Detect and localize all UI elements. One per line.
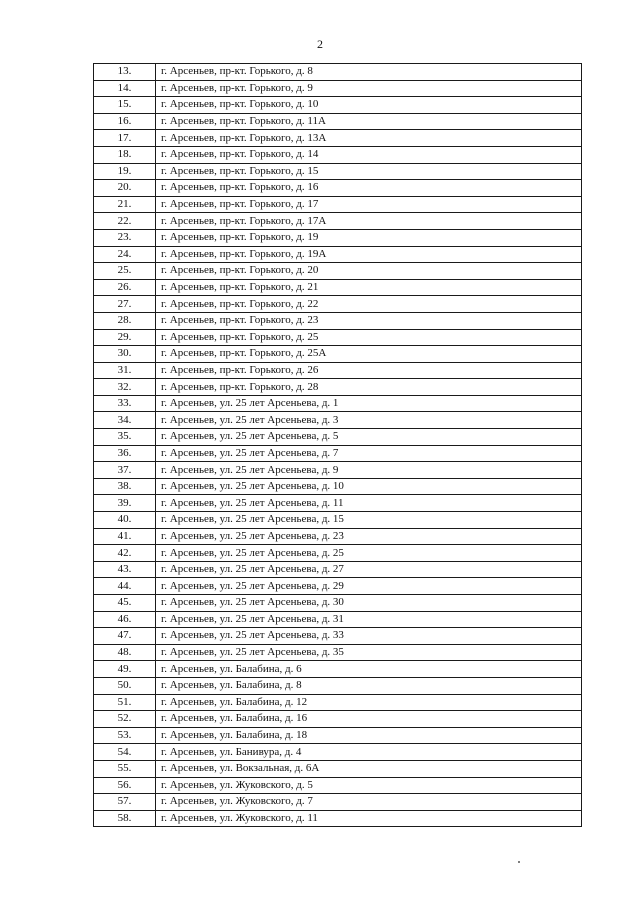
row-address: г. Арсеньев, пр-кт. Горького, д. 25А xyxy=(156,346,582,363)
row-address: г. Арсеньев, пр-кт. Горького, д. 16 xyxy=(156,180,582,197)
table-row xyxy=(94,694,582,711)
row-address: г. Арсеньев, ул. 25 лет Арсеньева, д. 10 xyxy=(156,478,582,495)
table-row xyxy=(94,279,582,296)
row-address: г. Арсеньев, ул. Жуковского, д. 11 xyxy=(156,810,582,827)
page-number: 2 xyxy=(317,37,323,51)
row-number: 51. xyxy=(94,694,156,711)
table-row xyxy=(94,180,582,197)
table-row xyxy=(94,296,582,313)
scan-speck xyxy=(518,861,520,863)
row-address: г. Арсеньев, ул. Балабина, д. 8 xyxy=(156,677,582,694)
table-row xyxy=(94,163,582,180)
table-row xyxy=(94,727,582,744)
row-number: 49. xyxy=(94,661,156,678)
row-address: г. Арсеньев, пр-кт. Горького, д. 23 xyxy=(156,312,582,329)
table-row xyxy=(94,595,582,612)
row-number: 44. xyxy=(94,578,156,595)
row-number: 21. xyxy=(94,196,156,213)
row-number: 45. xyxy=(94,595,156,612)
row-address: г. Арсеньев, ул. 25 лет Арсеньева, д. 7 xyxy=(156,445,582,462)
row-address: г. Арсеньев, ул. 25 лет Арсеньева, д. 11 xyxy=(156,495,582,512)
row-number: 58. xyxy=(94,810,156,827)
row-address: г. Арсеньев, ул. 25 лет Арсеньева, д. 23 xyxy=(156,528,582,545)
row-number: 20. xyxy=(94,180,156,197)
row-address: г. Арсеньев, пр-кт. Горького, д. 15 xyxy=(156,163,582,180)
row-number: 57. xyxy=(94,794,156,811)
row-address: г. Арсеньев, пр-кт. Горького, д. 14 xyxy=(156,146,582,163)
table-row xyxy=(94,777,582,794)
table-row xyxy=(94,760,582,777)
table-row xyxy=(94,611,582,628)
table-row xyxy=(94,97,582,114)
row-address: г. Арсеньев, ул. Балабина, д. 16 xyxy=(156,711,582,728)
row-number: 48. xyxy=(94,644,156,661)
table-row xyxy=(94,246,582,263)
row-address: г. Арсеньев, ул. 25 лет Арсеньева, д. 29 xyxy=(156,578,582,595)
row-number: 19. xyxy=(94,163,156,180)
table-row xyxy=(94,462,582,479)
table-row xyxy=(94,561,582,578)
row-address: г. Арсеньев, пр-кт. Горького, д. 25 xyxy=(156,329,582,346)
row-address: г. Арсеньев, ул. Балабина, д. 6 xyxy=(156,661,582,678)
row-number: 28. xyxy=(94,312,156,329)
table-row xyxy=(94,711,582,728)
row-number: 47. xyxy=(94,628,156,645)
row-number: 40. xyxy=(94,512,156,529)
table-row xyxy=(94,196,582,213)
row-address: г. Арсеньев, пр-кт. Горького, д. 17А xyxy=(156,213,582,230)
table-row xyxy=(94,545,582,562)
row-number: 37. xyxy=(94,462,156,479)
row-address: г. Арсеньев, ул. 25 лет Арсеньева, д. 1 xyxy=(156,395,582,412)
table-row xyxy=(94,810,582,827)
row-address: г. Арсеньев, ул. Банивура, д. 4 xyxy=(156,744,582,761)
row-address: г. Арсеньев, ул. 25 лет Арсеньева, д. 30 xyxy=(156,595,582,612)
row-number: 18. xyxy=(94,146,156,163)
table-row xyxy=(94,80,582,97)
table-row xyxy=(94,744,582,761)
table-row xyxy=(94,362,582,379)
row-number: 38. xyxy=(94,478,156,495)
row-number: 25. xyxy=(94,263,156,280)
address-table xyxy=(93,63,582,827)
row-address: г. Арсеньев, ул. 25 лет Арсеньева, д. 35 xyxy=(156,644,582,661)
row-number: 26. xyxy=(94,279,156,296)
row-address: г. Арсеньев, ул. 25 лет Арсеньева, д. 5 xyxy=(156,429,582,446)
table-row xyxy=(94,263,582,280)
row-number: 15. xyxy=(94,97,156,114)
row-address: г. Арсеньев, ул. 25 лет Арсеньева, д. 25 xyxy=(156,545,582,562)
row-address: г. Арсеньев, пр-кт. Горького, д. 19А xyxy=(156,246,582,263)
table-row xyxy=(94,346,582,363)
row-number: 39. xyxy=(94,495,156,512)
row-address: г. Арсеньев, пр-кт. Горького, д. 22 xyxy=(156,296,582,313)
row-number: 42. xyxy=(94,545,156,562)
table-row xyxy=(94,130,582,147)
row-number: 32. xyxy=(94,379,156,396)
row-number: 16. xyxy=(94,113,156,130)
row-address: г. Арсеньев, пр-кт. Горького, д. 9 xyxy=(156,80,582,97)
table-row xyxy=(94,794,582,811)
row-address: г. Арсеньев, ул. Жуковского, д. 7 xyxy=(156,794,582,811)
table-row xyxy=(94,329,582,346)
row-number: 24. xyxy=(94,246,156,263)
row-number: 34. xyxy=(94,412,156,429)
table-row xyxy=(94,312,582,329)
table-row xyxy=(94,64,582,81)
row-number: 29. xyxy=(94,329,156,346)
row-number: 54. xyxy=(94,744,156,761)
row-address: г. Арсеньев, пр-кт. Горького, д. 21 xyxy=(156,279,582,296)
table-row xyxy=(94,445,582,462)
row-address: г. Арсеньев, пр-кт. Горького, д. 28 xyxy=(156,379,582,396)
row-number: 33. xyxy=(94,395,156,412)
row-address: г. Арсеньев, ул. Балабина, д. 12 xyxy=(156,694,582,711)
table-row xyxy=(94,528,582,545)
row-number: 27. xyxy=(94,296,156,313)
table-row xyxy=(94,229,582,246)
row-number: 55. xyxy=(94,760,156,777)
row-number: 46. xyxy=(94,611,156,628)
row-number: 23. xyxy=(94,229,156,246)
row-address: г. Арсеньев, пр-кт. Горького, д. 17 xyxy=(156,196,582,213)
table-row xyxy=(94,495,582,512)
row-number: 30. xyxy=(94,346,156,363)
row-address: г. Арсеньев, пр-кт. Горького, д. 13А xyxy=(156,130,582,147)
row-address: г. Арсеньев, пр-кт. Горького, д. 20 xyxy=(156,263,582,280)
row-number: 22. xyxy=(94,213,156,230)
table-row xyxy=(94,146,582,163)
row-number: 56. xyxy=(94,777,156,794)
row-address: г. Арсеньев, пр-кт. Горького, д. 11А xyxy=(156,113,582,130)
address-table-body xyxy=(94,64,582,827)
row-address: г. Арсеньев, пр-кт. Горького, д. 26 xyxy=(156,362,582,379)
row-number: 31. xyxy=(94,362,156,379)
table-row xyxy=(94,644,582,661)
table-row xyxy=(94,578,582,595)
table-row xyxy=(94,628,582,645)
row-number: 13. xyxy=(94,64,156,81)
row-address: г. Арсеньев, ул. 25 лет Арсеньева, д. 27 xyxy=(156,561,582,578)
row-address: г. Арсеньев, ул. 25 лет Арсеньева, д. 9 xyxy=(156,462,582,479)
row-address: г. Арсеньев, ул. Вокзальная, д. 6А xyxy=(156,760,582,777)
row-number: 35. xyxy=(94,429,156,446)
row-address: г. Арсеньев, пр-кт. Горького, д. 8 xyxy=(156,64,582,81)
table-row xyxy=(94,113,582,130)
table-row xyxy=(94,677,582,694)
row-address: г. Арсеньев, пр-кт. Горького, д. 10 xyxy=(156,97,582,114)
row-number: 52. xyxy=(94,711,156,728)
table-row xyxy=(94,661,582,678)
row-address: г. Арсеньев, ул. Жуковского, д. 5 xyxy=(156,777,582,794)
row-address: г. Арсеньев, ул. Балабина, д. 18 xyxy=(156,727,582,744)
row-number: 17. xyxy=(94,130,156,147)
table-row xyxy=(94,395,582,412)
table-row xyxy=(94,379,582,396)
table-row xyxy=(94,213,582,230)
row-number: 36. xyxy=(94,445,156,462)
table-row xyxy=(94,512,582,529)
row-address: г. Арсеньев, ул. 25 лет Арсеньева, д. 31 xyxy=(156,611,582,628)
table-row xyxy=(94,478,582,495)
row-number: 14. xyxy=(94,80,156,97)
table-row xyxy=(94,412,582,429)
row-address: г. Арсеньев, ул. 25 лет Арсеньева, д. 15 xyxy=(156,512,582,529)
row-number: 50. xyxy=(94,677,156,694)
table-row xyxy=(94,429,582,446)
row-number: 53. xyxy=(94,727,156,744)
row-number: 41. xyxy=(94,528,156,545)
row-address: г. Арсеньев, ул. 25 лет Арсеньева, д. 33 xyxy=(156,628,582,645)
row-address: г. Арсеньев, пр-кт. Горького, д. 19 xyxy=(156,229,582,246)
row-address: г. Арсеньев, ул. 25 лет Арсеньева, д. 3 xyxy=(156,412,582,429)
row-number: 43. xyxy=(94,561,156,578)
